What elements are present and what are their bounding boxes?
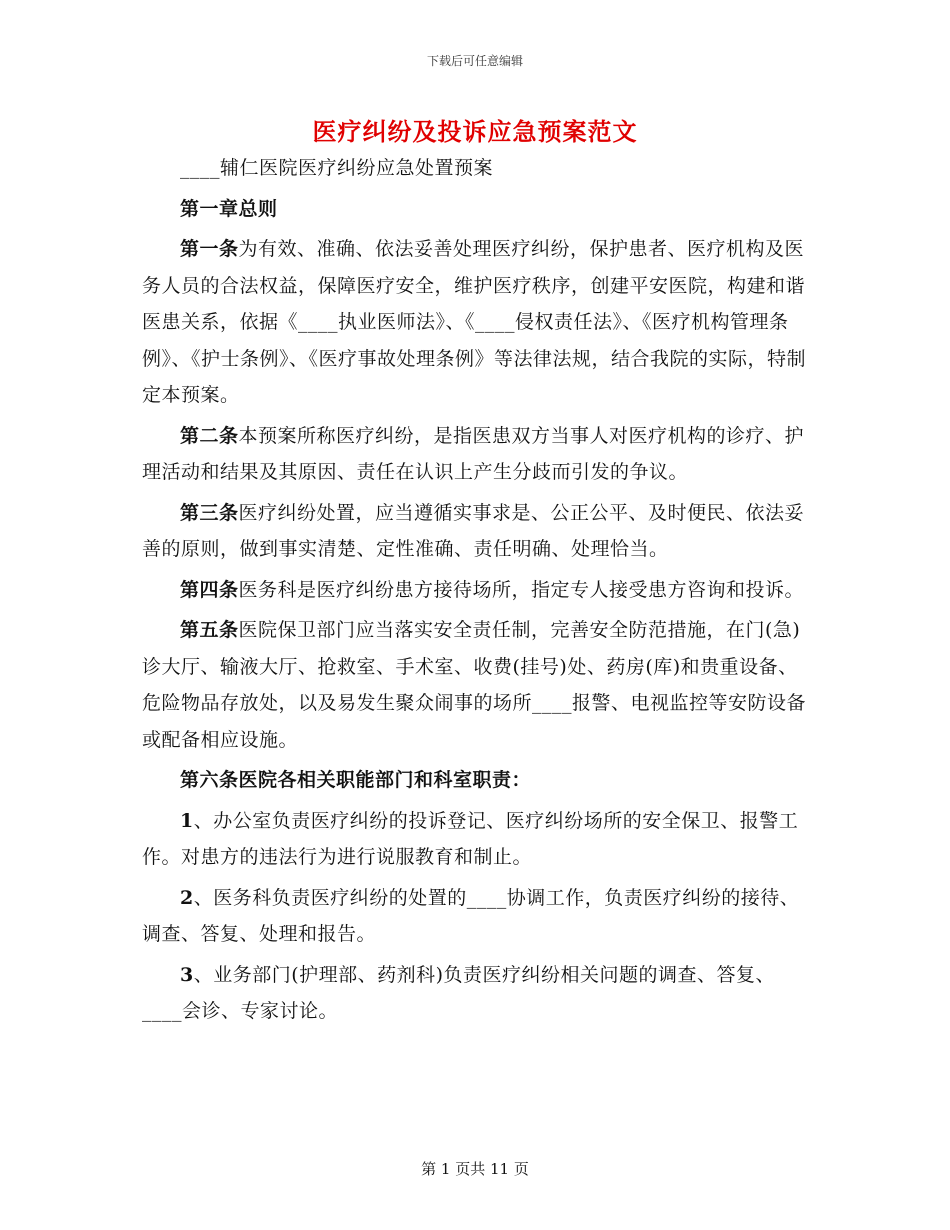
article-6-heading: 第六条医院各相关职能部门和科室职责：	[180, 769, 532, 791]
duty-item-2	[142, 880, 814, 953]
article-label: 第三条	[180, 501, 239, 524]
duty-text: 、业务部门(护理部、药剂科)负责医疗纠纷相关问题的调查、答复、____会诊、专家讨论。	[142, 963, 776, 1022]
article-5	[142, 612, 814, 758]
duty-item-3	[142, 957, 814, 1030]
article-text: 医务科是医疗纠纷患方接待场所，指定专人接受患方咨询和投诉。	[238, 578, 805, 601]
duty-text: 、医务科负责医疗纠纷的处置的____协调工作，负责医疗纠纷的接待、调查、答复、处理和报告。	[142, 886, 800, 945]
article-label: 第二条	[180, 424, 239, 447]
article-label: 第一条	[180, 238, 239, 260]
subtitle: ____辅仁医院医疗纠纷应急处置预案	[180, 157, 494, 179]
duty-number: 1	[180, 809, 194, 832]
article-1	[142, 231, 814, 414]
page-footer: 第 1 页共 11 页	[421, 1160, 529, 1178]
header-note: 下载后可任意编辑	[426, 54, 523, 68]
article-3	[142, 495, 814, 568]
article-2	[142, 418, 814, 491]
duty-item-1	[142, 803, 814, 876]
article-label: 第四条	[180, 578, 239, 601]
article-4	[142, 572, 814, 609]
article-text: 为有效、准确、依法妥善处理医疗纠纷，保护患者、医疗机构及医务人员的合法权益，保障医疗安全，维护医疗秩序，创建平安医院，构建和谐医患关系，依据《____执业医师法》、《____侵权责任法》、《医疗机构管理条例》、《护士条例》、《医疗事故处理条例》等法律法规，结合我院的实际，特制定本预案。	[142, 238, 807, 406]
article-text: 医院保卫部门应当落实安全责任制，完善安全防范措施，在门(急)诊大厅、输液大厅、抢救室、手术室、收费(挂号)处、药房(库)和贵重设备、危险物品存放处，以及易发生聚众闹事的场所____报警、电视监控等安防设备或配备相应设施。	[142, 619, 807, 751]
article-text: 本预案所称医疗纠纷，是指医患双方当事人对医疗机构的诊疗、护理活动和结果及其原因、责任在认识上产生分歧而引发的争议。	[142, 424, 805, 483]
chapter-heading: 第一章总则	[180, 197, 278, 220]
duty-number: 2	[180, 886, 194, 909]
article-text: 医疗纠纷处置，应当遵循实事求是、公正公平、及时便民、依法妥善的原则，做到事实清楚、定性准确、责任明确、处理恰当。	[142, 501, 805, 560]
duty-number: 3	[180, 963, 194, 986]
document-body	[142, 150, 814, 1030]
duty-text: 、办公室负责医疗纠纷的投诉登记、医疗纠纷场所的安全保卫、报警工作。对患方的违法行为进行说服教育和制止。	[142, 809, 799, 868]
document-title: 医疗纠纷及投诉应急预案范文	[312, 118, 638, 146]
article-label: 第五条	[180, 619, 239, 641]
